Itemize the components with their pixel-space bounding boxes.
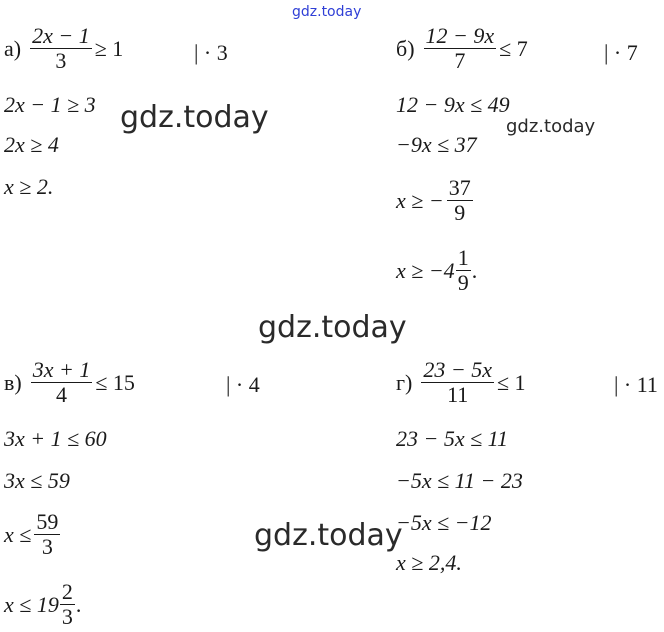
fraction-denominator: 11 <box>447 382 469 407</box>
inequality-rhs: ≤ 7 <box>499 35 528 61</box>
multiplier: | · 4 <box>226 372 260 397</box>
fraction <box>424 24 497 73</box>
multiplier: | · 7 <box>604 40 638 65</box>
problem-v-inequality <box>4 358 135 407</box>
watermark: gdz.today <box>506 116 596 137</box>
problem-b-label: б) <box>396 35 415 61</box>
fraction <box>456 246 471 295</box>
solution-step: 12 − 9x ≤ 49 <box>396 92 510 117</box>
expression: x ≥ − <box>396 187 444 213</box>
fraction <box>34 510 60 559</box>
fraction-numerator: 59 <box>36 509 59 534</box>
problem-v-label: в) <box>4 369 22 395</box>
problem-a-label: а) <box>4 35 22 61</box>
fraction <box>31 358 93 407</box>
problem-b-inequality <box>396 24 528 73</box>
fraction <box>447 176 473 225</box>
period: . <box>75 591 82 617</box>
inequality-rhs: ≤ 1 <box>496 369 526 395</box>
solution-answer: x ≥ 2. <box>4 174 54 199</box>
watermark-top: gdz.today <box>292 4 362 20</box>
fraction-denominator: 3 <box>61 604 73 629</box>
solution-answer <box>396 246 477 295</box>
fraction-denominator: 3 <box>55 48 67 73</box>
fraction <box>30 24 92 73</box>
problem-g-inequality <box>396 358 526 407</box>
problem-g-label: г) <box>396 369 413 395</box>
watermark: gdz.today <box>258 310 407 345</box>
fraction-numerator: 1 <box>457 245 469 270</box>
inequality-rhs: ≥ 1 <box>94 35 124 61</box>
solution-step: 3x ≤ 59 <box>4 468 70 493</box>
fraction <box>60 580 75 629</box>
problem-a-inequality <box>4 24 123 73</box>
fraction-numerator: 12 − 9x <box>425 23 495 48</box>
multiplier: | · 3 <box>194 40 228 65</box>
solution-step: 2x ≥ 4 <box>4 132 59 157</box>
watermark: gdz.today <box>120 100 269 135</box>
solution-step: 3x + 1 ≤ 60 <box>4 426 107 451</box>
multiplier: | · 11 <box>614 372 658 397</box>
solution-step: −5x ≤ 11 − 23 <box>396 468 523 493</box>
inequality-rhs: ≤ 15 <box>95 369 135 395</box>
fraction-numerator: 2 <box>61 579 73 604</box>
solution-step <box>396 176 476 225</box>
period: . <box>471 257 478 283</box>
fraction-numerator: 3x + 1 <box>32 357 91 382</box>
solution-step: 23 − 5x ≤ 11 <box>396 426 509 451</box>
solution-step: −9x ≤ 37 <box>396 132 477 157</box>
expression: x ≤ <box>4 521 32 547</box>
fraction-denominator: 3 <box>41 534 53 559</box>
fraction-numerator: 2x − 1 <box>32 23 90 48</box>
expression: x ≤ 19 <box>4 591 59 617</box>
solution-step <box>4 510 63 559</box>
fraction <box>421 358 494 407</box>
fraction-denominator: 4 <box>56 382 68 407</box>
fraction-denominator: 9 <box>454 200 466 225</box>
expression: x ≥ −4 <box>396 257 455 283</box>
fraction-numerator: 37 <box>448 175 471 200</box>
fraction-denominator: 9 <box>457 270 469 295</box>
solution-answer <box>4 580 81 629</box>
fraction-numerator: 23 − 5x <box>423 357 492 382</box>
fraction-denominator: 7 <box>454 48 466 73</box>
watermark: gdz.today <box>254 518 403 553</box>
solution-answer: x ≥ 2,4. <box>396 550 462 575</box>
solution-step: −5x ≤ −12 <box>396 510 492 535</box>
solution-step: 2x − 1 ≥ 3 <box>4 92 96 117</box>
